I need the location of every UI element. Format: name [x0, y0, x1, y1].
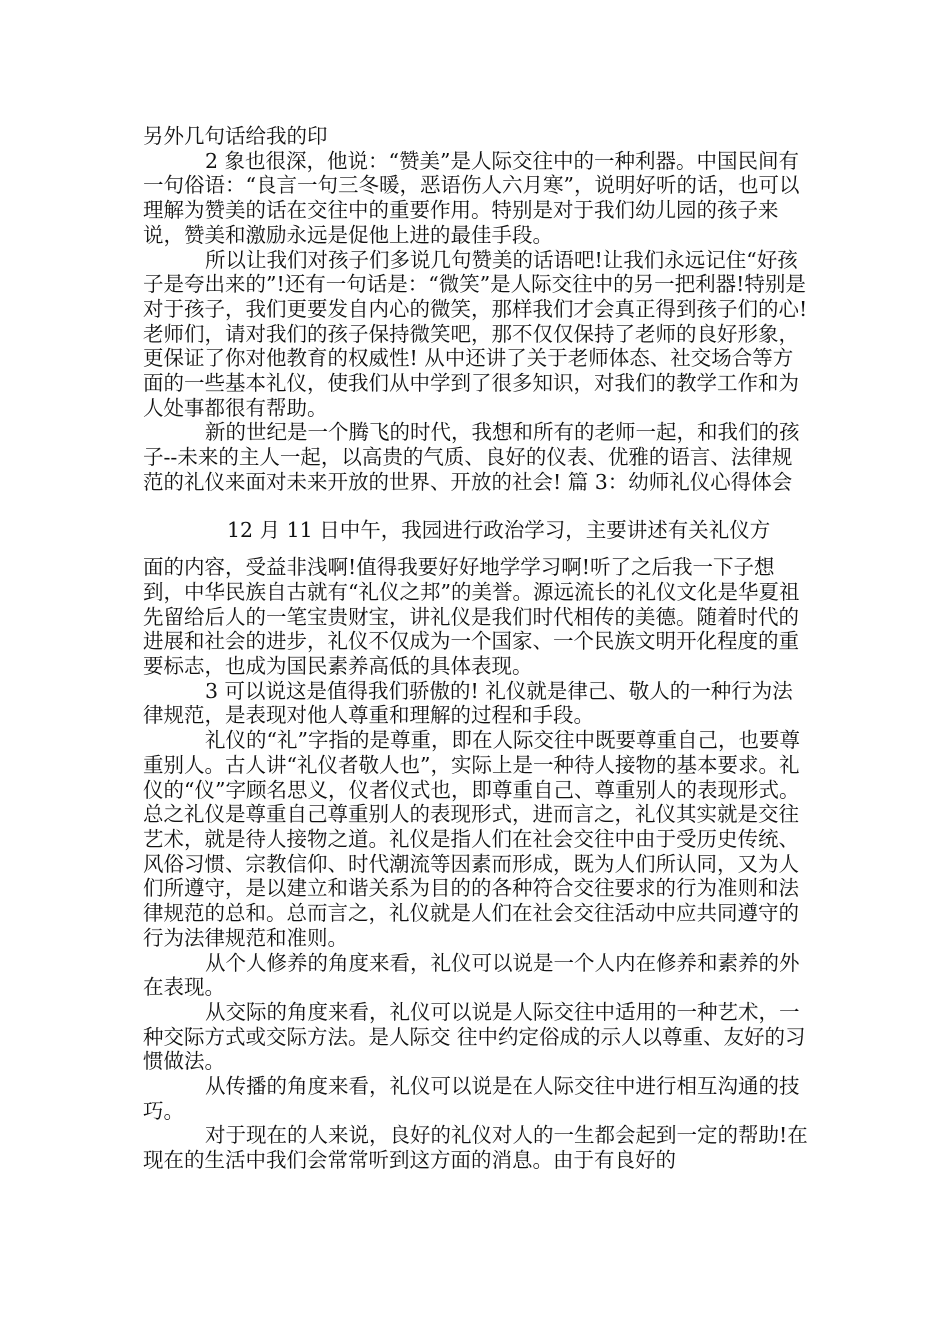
- paragraph-3: 所以让我们对孩子们多说几句赞美的话语吧!让我们永远记住“好孩子是夸出来的”!还有一句话是：“微笑”是人际交往中的另一把利器!特别是对于孩子，我们更要发自内心的微笑，那样我们才会真正得到孩子们的心!老师们，请对我们的孩子保持微笑吧，那不仅仅保持了老师的良好形象，更保证了你对他教育的权威性! 从中还讲了关于老师体态、社交场合等方面的一些基本礼仪，使我们从中学到了很多知识，对我们的教学工作和为人处事都很有帮助。: [143, 247, 808, 420]
- paragraph-12: 对于现在的人来说，良好的礼仪对人的一生都会起到一定的帮助!在现在的生活中我们会常常听到这方面的消息。由于有良好的: [143, 1123, 808, 1173]
- paragraph-11: 从传播的角度来看，礼仪可以说是在人际交往中进行相互沟通的技巧。: [143, 1074, 800, 1123]
- document-body: [143, 124, 811, 1173]
- paragraph-10: 从交际的角度来看，礼仪可以说是人际交往中适用的一种艺术，一种交际方式或交际方法。是人际交 往中约定俗成的示人以尊重、友好的习惯做法。: [143, 999, 806, 1074]
- paragraph-6: 面的内容，受益非浅啊!值得我要好好地学学习啊!听了之后我一下子想到，中华民族自古就有“礼仪之邦”的美誉。源远流长的礼仪文化是华夏祖先留给后人的一笔宝贵财宝，讲礼仪是我们时代相传的美德。随着时代的进展和社会的进步，礼仪不仅成为一个国家、一个民族文明开化程度的重要标志，也成为国民素养高低的具体表现。: [143, 555, 800, 679]
- paragraph-8: 礼仪的“礼”字指的是尊重，即在人际交往中既要尊重自己，也要尊重别人。古人讲“礼仪者敬人也”，实际上是一种待人接物的基本要求。礼仪的“仪”字顾名思义，仪者仪式也，即尊重自己、尊重别人的表现形式。总之礼仪是尊重自己尊重别人的表现形式，进而言之，礼仪其实就是交往艺术，就是待人接物之道。礼仪是指人们在社会交往中由于受历史传统、风俗习惯、宗教信仰、时代潮流等因素而形成，既为人们所认同，又为人们所遵守，是以建立和谐关系为目的的各种符合交往要求的行为准则和法律规范的总和。总而言之，礼仪就是人们在社会交往活动中应共同遵守的行为法律规范和准则。: [143, 728, 800, 950]
- paragraph-7: 3 可以说这是值得我们骄傲的! 礼仪就是律己、敬人的一种行为法律规范，是表现对他人尊重和理解的过程和手段。: [143, 678, 793, 728]
- paragraph-5: 12 月 11 日中午，我园进行政治学习，主要讲述有关礼仪方: [227, 517, 771, 542]
- paragraph-2: 2 象也很深，他说：“赞美”是人际交往中的一种利器。中国民间有一句俗语：“良言一句三冬暖，恶语伤人六月寒”，说明好听的话，也可以理解为赞美的话在交往中的重要作用。特别是对于我们幼儿园的孩子来说，赞美和激励永远是促他上进的最佳手段。: [143, 148, 800, 247]
- paragraph-1: 另外几句话给我的印: [143, 124, 328, 148]
- paragraph-4: 新的世纪是一个腾飞的时代，我想和所有的老师一起，和我们的孩子--未来的主人一起，以高贵的气质、良好的仪表、优雅的语言、法律规范的礼仪来面对未来开放的世界、开放的社会! 篇 3：幼师礼仪心得体会: [143, 420, 800, 494]
- paragraph-9: 从个人修养的角度来看，礼仪可以说是一个人内在修养和素养的外在表现。: [143, 950, 800, 1000]
